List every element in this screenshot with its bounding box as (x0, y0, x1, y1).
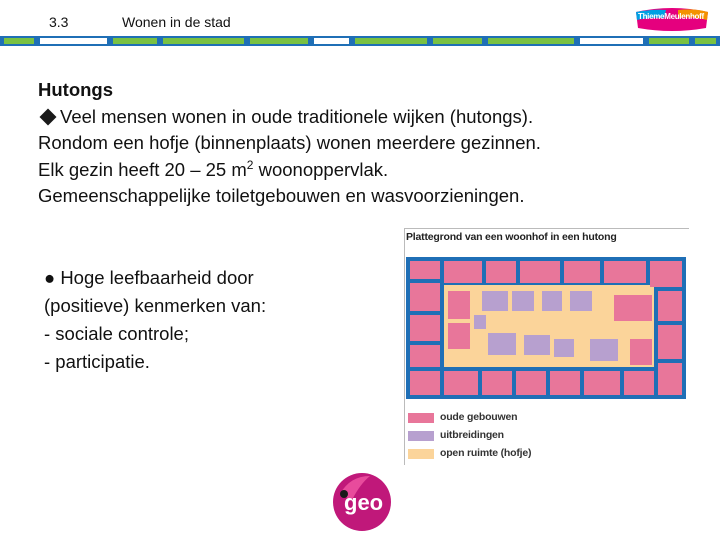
stripe-segment (163, 38, 244, 44)
stripe-segment (433, 38, 482, 44)
heading: Hutongs (38, 79, 114, 100)
text-line: - sociale controle; (44, 323, 189, 344)
bullet-line: Veel mensen wonen in oude traditionele wijken (hutongs). (38, 104, 688, 131)
stripe-segment (4, 38, 34, 44)
stripe-segment (314, 38, 349, 44)
legend-swatch (408, 449, 434, 459)
legend-label: open ruimte (hofje) (440, 447, 532, 459)
text-line: Gemeenschappelijke toiletgebouwen en wasvoorzieningen. (38, 185, 525, 206)
legend-label: uitbreidingen (440, 429, 504, 441)
floor-plan-map (404, 255, 688, 401)
section-number: 3.3 (49, 14, 69, 30)
floor-plan-title: Plattegrond van een woonhof in een hutong (406, 231, 617, 243)
main-content (38, 77, 688, 210)
stripe-segment (649, 38, 689, 44)
legend-swatch (408, 431, 434, 441)
section-title: Wonen in de stad (122, 14, 231, 30)
livability-block (44, 264, 344, 376)
stripe-segment (488, 38, 574, 44)
text-line: (positieve) kenmerken van: (44, 295, 267, 316)
stripe-segment (250, 38, 308, 44)
stripe-segment (355, 38, 427, 44)
stripe-segment (580, 38, 643, 44)
stripe-segment (40, 38, 107, 44)
legend-swatch (408, 413, 434, 423)
brand-name: ThiemeMeulenhoff (638, 12, 704, 21)
text-line: ● Hoge leefbaarheid door (44, 267, 254, 288)
text-line: - participatie. (44, 351, 150, 372)
header-stripe (0, 36, 720, 46)
geo-logo (330, 470, 400, 534)
brand-logo (632, 6, 712, 32)
legend-label: oude gebouwen (440, 411, 518, 423)
stripe-segment (695, 38, 716, 44)
diamond-bullet-icon (40, 108, 57, 125)
text-line-area: Elk gezin heeft 20 – 25 $m^2$ woonoppervlak. (38, 157, 389, 180)
text-line: Rondom een hofje (binnenplaats) wonen meerdere gezinnen. (38, 132, 541, 153)
geo-logo-text: geo (344, 490, 384, 515)
stripe-segment (113, 38, 157, 44)
